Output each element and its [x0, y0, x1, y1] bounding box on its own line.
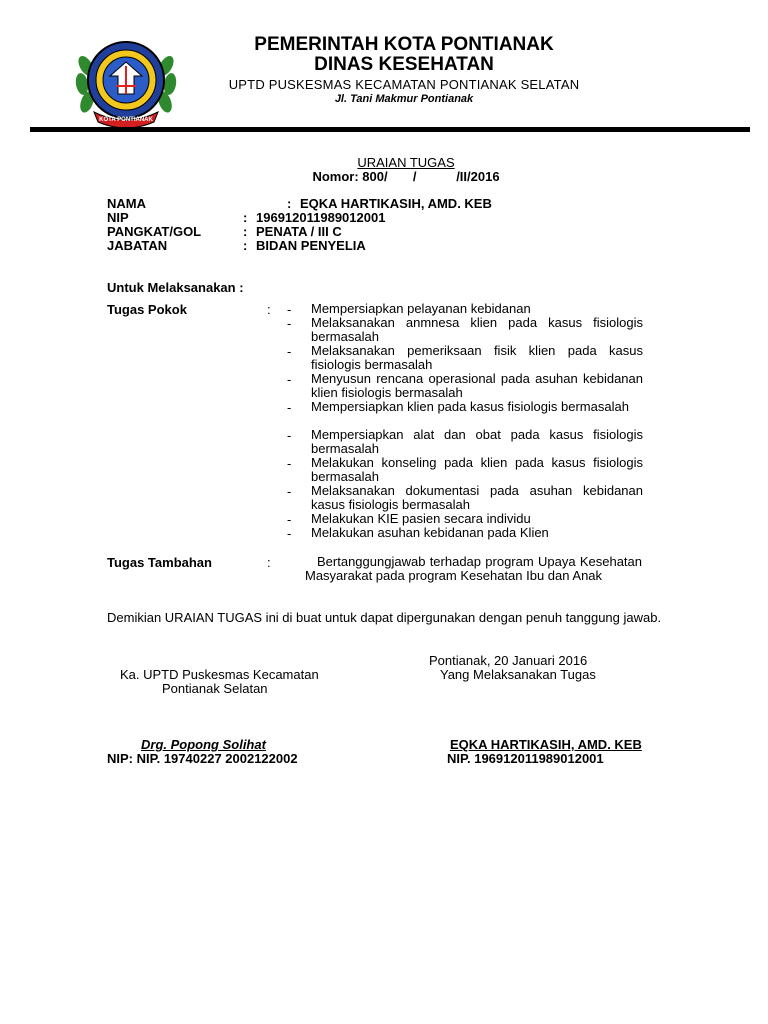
- tugas-pokok-label: Tugas Pokok: [107, 302, 187, 317]
- left-signer-nip: NIP: NIP. 19740227 2002122002: [107, 751, 298, 766]
- intro-label: Untuk Melaksanakan :: [107, 280, 244, 295]
- task-text: Melaksanakan anmnesa klien pada kasus fisiologis bermasalah: [311, 315, 643, 344]
- task-text: Melakukan asuhan kebidanan pada Klien: [311, 525, 549, 540]
- left-signer-title-2: Pontianak Selatan: [162, 681, 268, 696]
- bullet-dash: -: [287, 344, 292, 359]
- header-line-2: DINAS KESEHATAN: [314, 54, 494, 75]
- task-item: [287, 512, 643, 526]
- logo-ribbon-text: KOTA PONTIANAK: [99, 117, 153, 123]
- bullet-dash: -: [287, 372, 292, 387]
- right-signer-name: EQKA HARTIKASIH, AMD. KEB: [450, 737, 642, 752]
- left-signer-title-1: Ka. UPTD Puskesmas Kecamatan: [120, 667, 319, 682]
- task-item: [287, 526, 643, 540]
- task-item: [287, 316, 643, 344]
- header-address: Jl. Tani Makmur Pontianak: [334, 93, 474, 105]
- bullet-dash: -: [287, 302, 292, 317]
- task-item: [287, 456, 643, 484]
- header-rule: [30, 127, 750, 132]
- task-text: Melakukan KIE pasien secara individu: [311, 511, 531, 526]
- right-signer-title: Yang Melaksanakan Tugas: [440, 667, 596, 682]
- bullet-dash: -: [287, 526, 292, 541]
- task-text: Mempersiapkan pelayanan kebidanan: [311, 301, 531, 316]
- task-item: [287, 344, 643, 372]
- task-text: Mempersiapkan klien pada kasus fisiologis bermasalah: [311, 399, 629, 414]
- bullet-dash: -: [287, 512, 292, 527]
- tugas-tambahan-sep: :: [267, 555, 271, 570]
- identity-sep: :: [243, 224, 248, 239]
- task-text: Menyusun rencana operasional pada asuhan kebidanan klien fisiologis bermasalah: [311, 371, 643, 400]
- identity-label-pangkat: PANGKAT/GOL: [107, 224, 202, 239]
- header-line-3: UPTD PUSKESMAS KECAMATAN PONTIANAK SELATAN: [228, 77, 580, 92]
- bullet-dash: -: [287, 484, 292, 499]
- identity-value-jabatan: BIDAN PENYELIA: [256, 238, 366, 253]
- left-signer-name: Drg. Popong Solihat: [141, 737, 266, 752]
- tugas-pokok-sep: :: [267, 302, 271, 317]
- identity-sep: :: [287, 196, 292, 211]
- doc-title: URAIAN TUGAS: [357, 155, 455, 170]
- right-signer-nip: NIP. 196912011989012001: [447, 751, 604, 766]
- identity-value-nama: EQKA HARTIKASIH, AMD. KEB: [300, 196, 492, 211]
- task-item: [287, 400, 643, 428]
- bullet-dash: -: [287, 456, 292, 471]
- identity-label-nama: NAMA: [107, 196, 146, 211]
- identity-label-jabatan: JABATAN: [107, 238, 168, 253]
- closing-paragraph: Demikian URAIAN TUGAS ini di buat untuk dapat dipergunakan dengan penuh tanggung jawab.: [107, 610, 662, 625]
- place-date: Pontianak, 20 Januari 2016: [429, 653, 588, 668]
- identity-value-nip: 196912011989012001: [256, 210, 386, 225]
- doc-number: Nomor: 800/ / /II/2016: [312, 169, 500, 184]
- header-line-1: PEMERINTAH KOTA PONTIANAK: [254, 34, 554, 55]
- bullet-dash: -: [287, 316, 292, 331]
- identity-label-nip: NIP: [107, 210, 129, 225]
- task-item: [287, 372, 643, 400]
- task-item: [287, 302, 643, 316]
- identity-value-pangkat: PENATA / III C: [256, 224, 342, 239]
- tugas-tambahan-text: Bertanggungjawab terhadap program Upaya Kesehatan Masyarakat pada program Kesehatan Ibu dan Anak: [305, 554, 642, 583]
- task-text: Mempersiapkan alat dan obat pada kasus fisiologis bermasalah: [311, 427, 643, 456]
- bullet-dash: -: [287, 400, 292, 415]
- task-text: Melaksanakan dokumentasi pada asuhan kebidanan kasus fisiologis bermasalah: [311, 483, 643, 512]
- task-text: Melaksanakan pemeriksaan fisik klien pada kasus fisiologis bermasalah: [311, 343, 643, 372]
- task-item: [287, 428, 643, 456]
- task-text: Melakukan konseling pada klien pada kasus fisiologis bermasalah: [311, 455, 643, 484]
- identity-sep: :: [243, 238, 248, 253]
- bullet-dash: -: [287, 428, 292, 443]
- identity-sep: :: [243, 210, 248, 225]
- tugas-tambahan-label: Tugas Tambahan: [107, 555, 212, 570]
- task-item: [287, 484, 643, 512]
